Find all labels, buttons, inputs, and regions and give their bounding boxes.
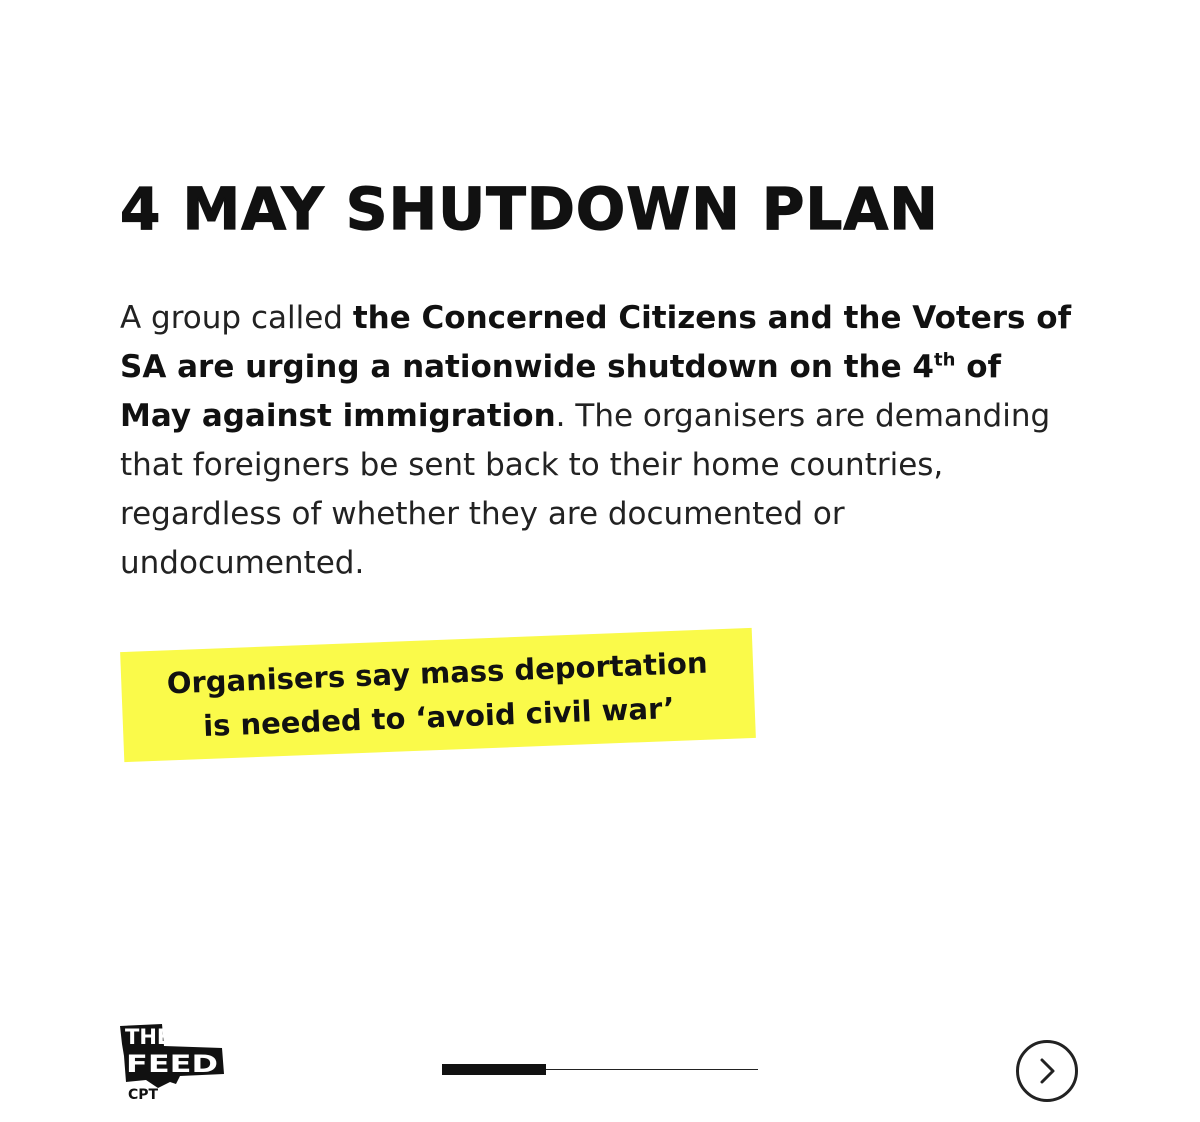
body-rest: . The organisers are demanding that foreigners be sent back to their home countries, regardless of whether they are documented or undocumented. bbox=[120, 398, 1051, 581]
body-bold-part2: of May against immigration bbox=[120, 349, 1001, 434]
body-bold-part1: the Concerned Citizens and the Voters of SA are urging a nationwide shutdown on the 4 bbox=[120, 300, 1072, 385]
highlight-line-2: is needed to ‘avoid civil war’ bbox=[202, 690, 676, 744]
body-paragraph bbox=[120, 294, 1080, 588]
logo-line-cpt: CPT bbox=[128, 1087, 159, 1102]
progress-indicator bbox=[442, 1064, 546, 1075]
highlight-callout bbox=[120, 628, 756, 762]
next-button[interactable] bbox=[1015, 1039, 1079, 1103]
chevron-right-circle-icon bbox=[1018, 1042, 1077, 1101]
highlight-line-1: Organisers say mass deportation bbox=[166, 645, 709, 701]
logo-line-feed: FEED bbox=[126, 1050, 218, 1078]
body-intro: A group called bbox=[120, 300, 353, 336]
page-title: 4 MAY SHUTDOWN PLAN bbox=[120, 175, 939, 243]
body-superscript: th bbox=[933, 349, 956, 371]
the-feed-logo bbox=[118, 1022, 228, 1102]
logo-line-the: THE bbox=[125, 1025, 172, 1049]
